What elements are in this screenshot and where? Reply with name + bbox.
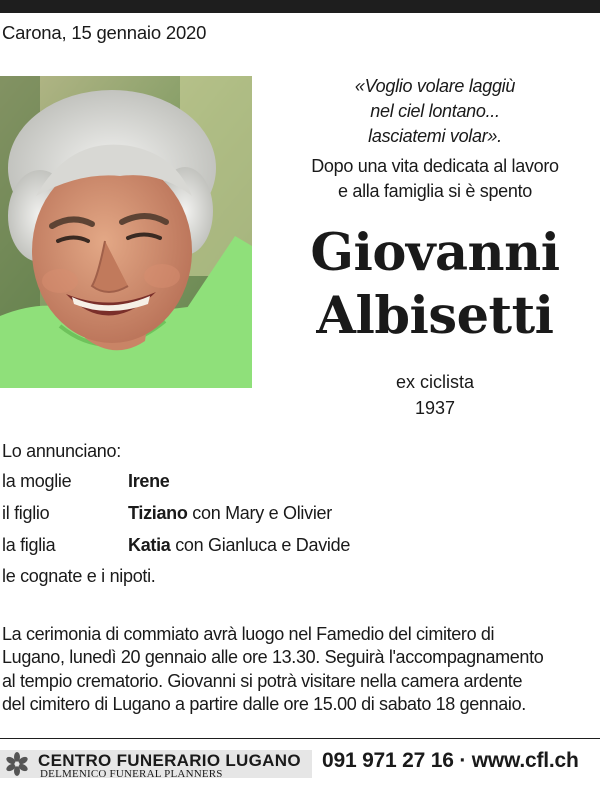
footer xyxy=(0,738,600,792)
relative-row xyxy=(2,503,332,524)
intro-line: Dopo una vita dedicata al lavoro xyxy=(311,156,559,176)
announcement-heading: Lo annunciano: xyxy=(2,441,121,461)
ceremony-line: del cimitero di Lugano a partire dalle ore 15.00 di sabato 18 gennaio. xyxy=(2,693,526,714)
funeral-home-banner xyxy=(0,750,312,778)
funeral-home-subtitle: DELMENICO FUNERAL PLANNERS xyxy=(40,768,223,780)
top-rule xyxy=(0,0,600,13)
birth-year: 1937 xyxy=(414,398,456,418)
star-flower-icon xyxy=(4,752,30,781)
relative-others: con Gianluca e Davide xyxy=(170,535,351,555)
portrait-photo xyxy=(0,76,252,388)
relative-name: Katia xyxy=(128,535,171,555)
relative-row xyxy=(2,535,350,556)
relation-label: la moglie xyxy=(2,471,72,491)
last-name: Albisetti xyxy=(316,286,554,346)
funeral-home-name: CENTRO FUNERARIO LUGANO xyxy=(38,751,301,770)
announcement-closing: le cognate e i nipoti. xyxy=(2,566,156,586)
contact-info: 091 971 27 16 · www.cfl.ch xyxy=(322,749,579,772)
ceremony-line: al tempio crematorio. Giovanni si potrà visitare nella camera ardente xyxy=(2,670,523,691)
ceremony-line: Lugano, lunedì 20 gennaio alle ore 13.30. Seguirà l'accompagnamento xyxy=(2,647,544,668)
footer-rule xyxy=(0,738,600,739)
deceased-role: ex ciclista xyxy=(395,372,475,392)
relation-label: la figlia xyxy=(2,535,56,555)
quote-line: nel ciel lontano... xyxy=(370,101,500,121)
intro-text xyxy=(270,154,600,204)
ceremony-text xyxy=(2,623,600,716)
deceased-name xyxy=(270,222,600,348)
place-date: Carona, 15 gennaio 2020 xyxy=(2,22,207,43)
first-name: Giovanni xyxy=(310,223,560,283)
relative-others: con Mary e Olivier xyxy=(187,503,332,523)
relation-label: il figlio xyxy=(2,503,50,523)
epigraph-quote xyxy=(270,74,600,149)
relative-name: Irene xyxy=(128,471,170,491)
relative-row xyxy=(2,471,170,492)
intro-line: e alla famiglia si è spento xyxy=(337,181,532,201)
relative-name: Tiziano xyxy=(128,503,188,523)
quote-line: lasciatemi volar». xyxy=(368,126,502,146)
quote-line: «Voglio volare laggiù xyxy=(354,76,516,96)
ceremony-line: La cerimonia di commiato avrà luogo nel Famedio del cimitero di xyxy=(2,624,495,644)
